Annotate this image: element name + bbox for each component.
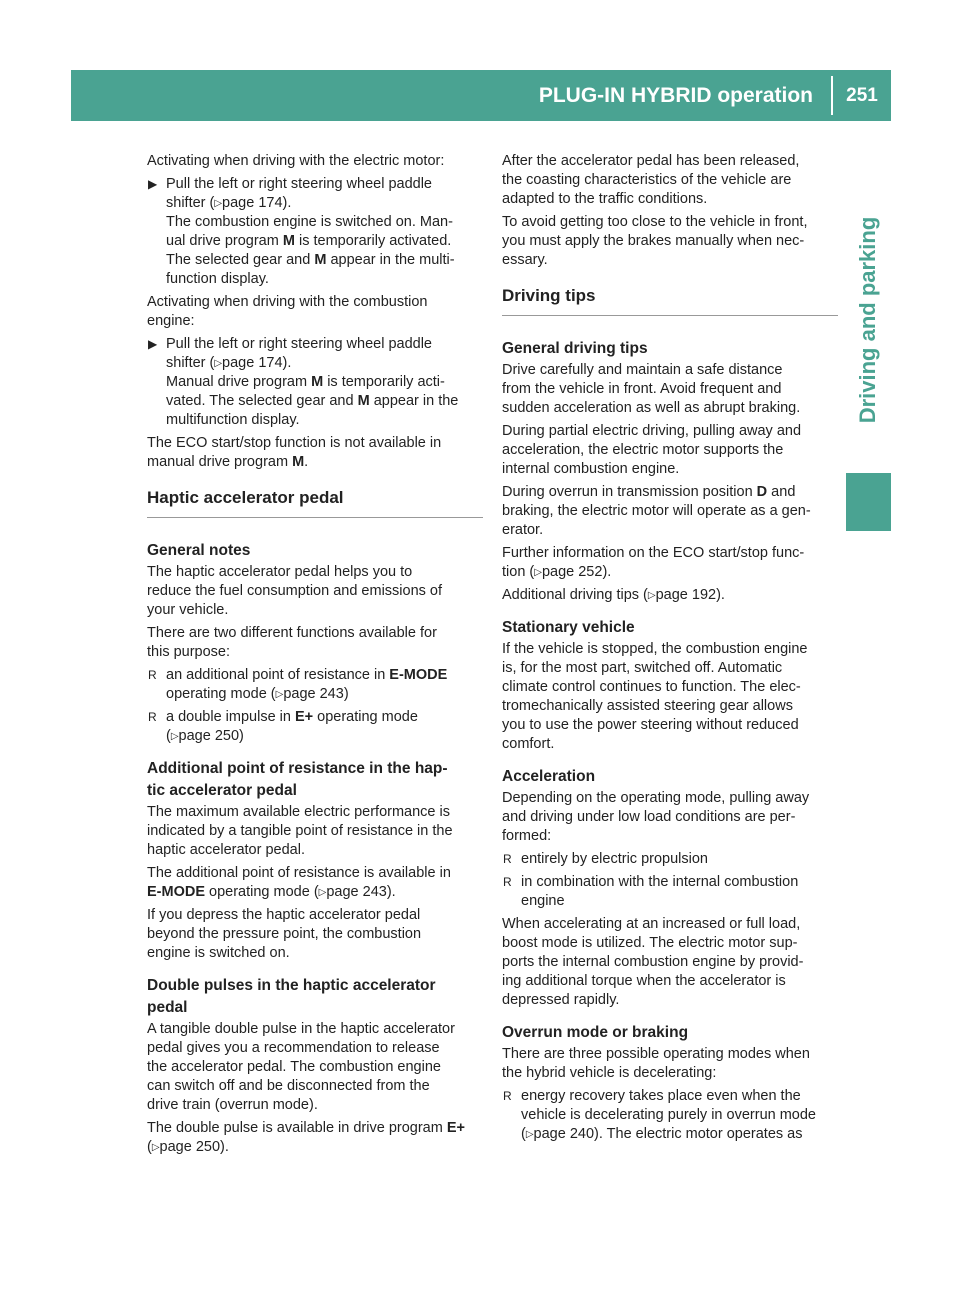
left-column	[147, 152, 483, 1161]
paragraph: The maximum available electric performance is indicated by a tangible point of resistance in the haptic accelerator pedal.	[147, 804, 453, 858]
instruction-step: ▶ Pull the left or right steering wheel paddle shifter (▷page 174). The combustion engine is switched on. Man- ual drive program M is temporarily activated. The selected gear and M appear in the multi- function display.	[148, 176, 455, 287]
page-reference-link[interactable]: page 192	[655, 587, 717, 603]
paragraph: The ECO start/stop function is not available in manual drive program M.	[147, 435, 442, 470]
page-ref-arrow-icon: ▷	[525, 1129, 534, 1140]
subsection-heading: Double pulses in the haptic accelerator pedal	[147, 977, 436, 1016]
paragraph: Activating when driving with the electric motor:	[147, 153, 445, 169]
page-reference-link[interactable]: page 252	[541, 564, 603, 580]
paragraph: The haptic accelerator pedal helps you to reduce the fuel consumption and emissions of your vehicle.	[147, 564, 443, 618]
subsection-heading: General driving tips	[502, 340, 648, 357]
page-reference-link[interactable]: page 243	[283, 686, 344, 702]
subsection-heading: Additional point of resistance in the hap- tic accelerator pedal	[147, 760, 448, 799]
subsection-heading: Stationary vehicle	[502, 619, 635, 636]
paragraph: Further information on the ECO start/stop func- tion (▷page 252).	[502, 545, 805, 580]
right-column	[502, 152, 838, 1148]
paragraph: During partial electric driving, pulling away and acceleration, the electric motor supports the internal combustion engine.	[502, 423, 802, 477]
chapter-header	[71, 70, 891, 121]
page-ref-arrow-icon: ▷	[214, 198, 223, 209]
page-ref-arrow-icon: ▷	[534, 567, 542, 578]
chapter-title: PLUG-IN HYBRID operation	[538, 83, 813, 107]
paragraph: During overrun in transmission position D and braking, the electric motor will operate as a gen- erator.	[502, 484, 811, 538]
page-reference-link[interactable]: page 174	[222, 195, 283, 211]
side-tab-label: Driving and parking	[855, 216, 880, 424]
bullet-item: R energy recovery takes place even when the vehicle is decelerating purely in overrun mode (▷page 240). The electric motor operates as	[503, 1088, 816, 1142]
bullet-item: R a double impulse in E+ operating mode (▷page 250)	[148, 709, 418, 744]
paragraph: When accelerating at an increased or full load, boost mode is utilized. The electric motor sup- ports the internal combustion engine by provid- ing additional torque when the accelerator is depressed rapidly.	[502, 916, 804, 1008]
side-tab[interactable]	[846, 180, 891, 460]
page-ref-arrow-icon: ▷	[647, 590, 656, 601]
paragraph: There are three possible operating modes when the hybrid vehicle is decelerating:	[502, 1046, 810, 1081]
paragraph: If the vehicle is stopped, the combustion engine is, for the most part, switched off. Automatic climate control continues to function. The elec- tromechanically assisted steering gear allows you to use the power steering without reduced comfort.	[502, 641, 808, 752]
paragraph: After the accelerator pedal has been released, the coasting characteristics of the vehicle are adapted to the traffic conditions.	[502, 153, 800, 207]
section-heading: Driving tips	[502, 286, 838, 316]
paragraph: The additional point of resistance is available in E-MODE operating mode (▷page 243).	[147, 865, 451, 900]
page-ref-arrow-icon: ▷	[214, 358, 223, 369]
subsection-heading: General notes	[147, 542, 251, 559]
paragraph: A tangible double pulse in the haptic accelerator pedal gives you a recommendation to release the accelerator pedal. The combustion engine can switch off and be disconnected from the drive train (overrun mode).	[147, 1021, 455, 1113]
step-arrow-icon: ▶	[148, 177, 158, 191]
page-number: 251	[846, 84, 878, 106]
bullet-icon: R	[503, 852, 512, 866]
paragraph: Depending on the operating mode, pulling away and driving under low load conditions are per- formed:	[502, 790, 810, 844]
page-reference-link[interactable]: page 250	[178, 728, 240, 744]
bullet-icon: R	[148, 710, 157, 724]
paragraph: Additional driving tips (▷page 192).	[502, 587, 725, 603]
side-tab-marker	[846, 473, 891, 531]
paragraph: If you depress the haptic accelerator pedal beyond the pressure point, the combustion engine is switched on.	[147, 907, 422, 961]
paragraph: Drive carefully and maintain a safe distance from the vehicle in front. Avoid frequent and sudden acceleration as well as abrupt braking.	[502, 362, 801, 416]
step-arrow-icon: ▶	[148, 337, 158, 351]
bullet-item: R entirely by electric propulsion	[503, 851, 708, 867]
bullet-item: R an additional point of resistance in E-MODE operating mode (▷page 243)	[148, 667, 448, 702]
bullet-icon: R	[148, 668, 157, 682]
page-reference-link[interactable]: page 243	[326, 884, 387, 900]
bullet-icon: R	[503, 1089, 512, 1103]
paragraph: To avoid getting too close to the vehicle in front, you must apply the brakes manually when nec- essary.	[502, 214, 808, 268]
paragraph: There are two different functions available for this purpose:	[147, 625, 437, 660]
page-reference-link[interactable]: page 174	[222, 355, 283, 371]
subsection-heading: Overrun mode or braking	[502, 1024, 689, 1041]
paragraph: Activating when driving with the combustion engine:	[147, 294, 428, 329]
paragraph: The double pulse is available in drive program E+ (▷page 250).	[147, 1120, 465, 1155]
bullet-icon: R	[503, 875, 512, 889]
page-reference-link[interactable]: page 240	[533, 1126, 595, 1142]
page-ref-arrow-icon: ▷	[151, 1142, 160, 1153]
section-heading: Haptic accelerator pedal	[147, 488, 483, 518]
page-reference-link[interactable]: page 250	[159, 1139, 221, 1155]
instruction-step: ▶ Pull the left or right steering wheel paddle shifter (▷page 174). Manual drive program M is temporarily acti- vated. The selected gear and M appear in the multifunction display.	[148, 336, 459, 428]
page-ref-arrow-icon: ▷	[275, 689, 284, 700]
page-ref-arrow-icon: ▷	[170, 731, 179, 742]
page-ref-arrow-icon: ▷	[318, 887, 327, 898]
bullet-item: R in combination with the internal combustion engine	[503, 874, 799, 909]
subsection-heading: Acceleration	[502, 768, 596, 785]
